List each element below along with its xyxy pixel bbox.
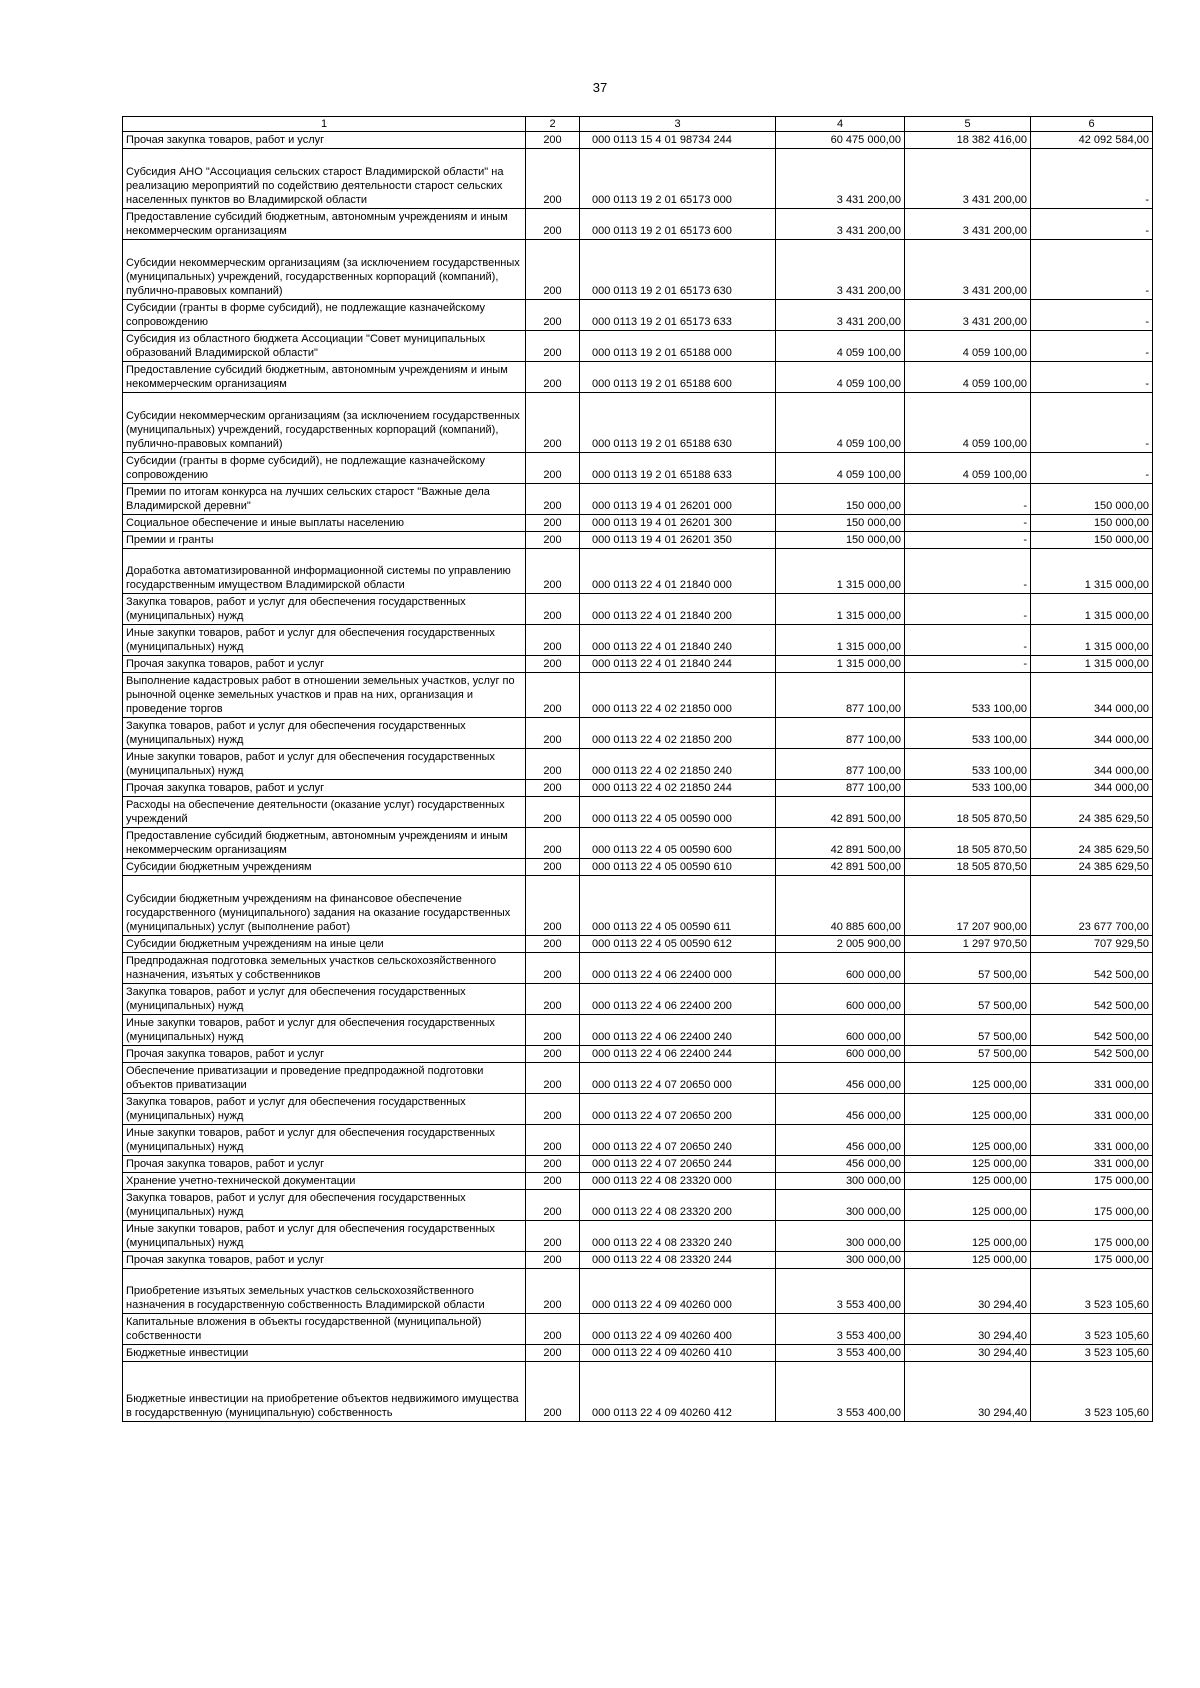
row-remaining-cell: 175 000,00	[1031, 1190, 1153, 1221]
row-approved-cell: 1 315 000,00	[776, 549, 905, 594]
row-name-cell: Предоставление субсидий бюджетным, автономным учреждениям и иным некоммерческим организациям	[123, 362, 526, 393]
row-budget-code-cell: 000 0113 15 4 01 98734 244	[580, 132, 776, 149]
row-admin-code-cell: 200	[526, 1269, 580, 1314]
row-remaining-cell: 1 315 000,00	[1031, 625, 1153, 656]
row-name-cell: Бюджетные инвестиции на приобретение объектов недвижимого имущества в государственную (муниципальную) собственность	[123, 1362, 526, 1422]
table-row	[123, 718, 1153, 749]
table-row	[123, 1015, 1153, 1046]
row-executed-cell: 125 000,00	[905, 1094, 1031, 1125]
row-name-cell: Обеспечение приватизации и проведение предпродажной подготовки объектов приватизации	[123, 1063, 526, 1094]
row-approved-cell: 300 000,00	[776, 1173, 905, 1190]
table-row	[123, 1190, 1153, 1221]
row-name-cell: Субсидия из областного бюджета Ассоциации "Совет муниципальных образований Владимирской области"	[123, 331, 526, 362]
row-executed-cell: 57 500,00	[905, 1046, 1031, 1063]
row-remaining-cell: 707 929,50	[1031, 936, 1153, 953]
row-remaining-cell: 23 677 700,00	[1031, 876, 1153, 936]
row-executed-cell: 533 100,00	[905, 749, 1031, 780]
row-approved-cell: 877 100,00	[776, 780, 905, 797]
row-name-cell: Предпродажная подготовка земельных участков сельскохозяйственного назначения, изъятых у собственников	[123, 953, 526, 984]
row-approved-cell: 1 315 000,00	[776, 625, 905, 656]
row-budget-code-cell: 000 0113 22 4 08 23320 244	[580, 1252, 776, 1269]
column-header: 6	[1031, 117, 1153, 132]
row-name-cell: Субсидии некоммерческим организациям (за исключением государственных (муниципальных) учреждений, государственных корпораций (компаний), публично-правовых компаний)	[123, 240, 526, 300]
row-remaining-cell: -	[1031, 300, 1153, 331]
row-executed-cell: 18 382 416,00	[905, 132, 1031, 149]
row-approved-cell: 877 100,00	[776, 749, 905, 780]
row-admin-code-cell: 200	[526, 984, 580, 1015]
row-budget-code-cell: 000 0113 22 4 02 21850 240	[580, 749, 776, 780]
row-name-cell: Закупка товаров, работ и услуг для обеспечения государственных (муниципальных) нужд	[123, 594, 526, 625]
row-budget-code-cell: 000 0113 19 4 01 26201 350	[580, 532, 776, 549]
row-executed-cell: -	[905, 656, 1031, 673]
row-executed-cell: 4 059 100,00	[905, 362, 1031, 393]
row-executed-cell: 125 000,00	[905, 1221, 1031, 1252]
row-name-cell: Прочая закупка товаров, работ и услуг	[123, 656, 526, 673]
row-approved-cell: 42 891 500,00	[776, 859, 905, 876]
row-admin-code-cell: 200	[526, 1125, 580, 1156]
row-name-cell: Премии по итогам конкурса на лучших сельских старост "Важные дела Владимирской деревни"	[123, 484, 526, 515]
row-name-cell: Доработка автоматизированной информационной системы по управлению государственным имуществом Владимирской области	[123, 549, 526, 594]
row-remaining-cell: 344 000,00	[1031, 780, 1153, 797]
row-executed-cell: 125 000,00	[905, 1063, 1031, 1094]
row-name-cell: Премии и гранты	[123, 532, 526, 549]
table-row	[123, 1156, 1153, 1173]
row-name-cell: Иные закупки товаров, работ и услуг для обеспечения государственных (муниципальных) нужд	[123, 625, 526, 656]
row-approved-cell: 456 000,00	[776, 1125, 905, 1156]
row-name-cell: Иные закупки товаров, работ и услуг для обеспечения государственных (муниципальных) нужд	[123, 749, 526, 780]
row-admin-code-cell: 200	[526, 1063, 580, 1094]
row-admin-code-cell: 200	[526, 859, 580, 876]
table-row	[123, 362, 1153, 393]
row-budget-code-cell: 000 0113 22 4 05 00590 612	[580, 936, 776, 953]
row-admin-code-cell: 200	[526, 1173, 580, 1190]
row-executed-cell: -	[905, 515, 1031, 532]
table-row	[123, 1252, 1153, 1269]
row-remaining-cell: 150 000,00	[1031, 515, 1153, 532]
row-admin-code-cell: 200	[526, 625, 580, 656]
table-row	[123, 876, 1153, 936]
table-row	[123, 828, 1153, 859]
row-executed-cell: 125 000,00	[905, 1156, 1031, 1173]
row-name-cell: Иные закупки товаров, работ и услуг для обеспечения государственных (муниципальных) нужд	[123, 1015, 526, 1046]
row-approved-cell: 300 000,00	[776, 1190, 905, 1221]
row-remaining-cell: 175 000,00	[1031, 1173, 1153, 1190]
table-row	[123, 1125, 1153, 1156]
table-row	[123, 1345, 1153, 1362]
row-budget-code-cell: 000 0113 22 4 02 21850 000	[580, 673, 776, 718]
row-executed-cell: 18 505 870,50	[905, 828, 1031, 859]
row-budget-code-cell: 000 0113 19 2 01 65173 630	[580, 240, 776, 300]
row-budget-code-cell: 000 0113 22 4 06 22400 200	[580, 984, 776, 1015]
row-budget-code-cell: 000 0113 22 4 08 23320 240	[580, 1221, 776, 1252]
row-admin-code-cell: 200	[526, 1156, 580, 1173]
row-remaining-cell: 1 315 000,00	[1031, 656, 1153, 673]
row-name-cell: Прочая закупка товаров, работ и услуг	[123, 780, 526, 797]
row-remaining-cell: 24 385 629,50	[1031, 797, 1153, 828]
row-admin-code-cell: 200	[526, 1221, 580, 1252]
row-approved-cell: 150 000,00	[776, 515, 905, 532]
table-row	[123, 132, 1153, 149]
row-remaining-cell: 542 500,00	[1031, 984, 1153, 1015]
row-approved-cell: 40 885 600,00	[776, 876, 905, 936]
row-executed-cell: 125 000,00	[905, 1125, 1031, 1156]
row-executed-cell: 4 059 100,00	[905, 393, 1031, 453]
row-budget-code-cell: 000 0113 19 2 01 65188 000	[580, 331, 776, 362]
table-row	[123, 484, 1153, 515]
row-remaining-cell: 331 000,00	[1031, 1094, 1153, 1125]
row-admin-code-cell: 200	[526, 656, 580, 673]
column-header: 1	[123, 117, 526, 132]
row-budget-code-cell: 000 0113 19 4 01 26201 300	[580, 515, 776, 532]
table-row	[123, 1269, 1153, 1314]
row-approved-cell: 1 315 000,00	[776, 594, 905, 625]
row-approved-cell: 3 553 400,00	[776, 1314, 905, 1345]
budget-table	[122, 116, 1153, 1422]
row-name-cell: Закупка товаров, работ и услуг для обеспечения государственных (муниципальных) нужд	[123, 1094, 526, 1125]
row-budget-code-cell: 000 0113 19 2 01 65188 630	[580, 393, 776, 453]
row-budget-code-cell: 000 0113 22 4 09 40260 400	[580, 1314, 776, 1345]
table-row	[123, 1063, 1153, 1094]
row-remaining-cell: 344 000,00	[1031, 673, 1153, 718]
row-approved-cell: 150 000,00	[776, 484, 905, 515]
row-admin-code-cell: 200	[526, 132, 580, 149]
row-approved-cell: 2 005 900,00	[776, 936, 905, 953]
row-approved-cell: 150 000,00	[776, 532, 905, 549]
table-row	[123, 1221, 1153, 1252]
row-executed-cell: 533 100,00	[905, 780, 1031, 797]
row-approved-cell: 4 059 100,00	[776, 362, 905, 393]
row-executed-cell: 1 297 970,50	[905, 936, 1031, 953]
row-budget-code-cell: 000 0113 22 4 07 20650 000	[580, 1063, 776, 1094]
row-name-cell: Выполнение кадастровых работ в отношении земельных участков, услуг по рыночной оценке земельных участков и прав на них, организация и проведение торгов	[123, 673, 526, 718]
row-approved-cell: 456 000,00	[776, 1094, 905, 1125]
row-budget-code-cell: 000 0113 19 2 01 65173 633	[580, 300, 776, 331]
table-row	[123, 673, 1153, 718]
row-budget-code-cell: 000 0113 22 4 05 00590 000	[580, 797, 776, 828]
row-executed-cell: -	[905, 594, 1031, 625]
table-row	[123, 532, 1153, 549]
row-remaining-cell: 1 315 000,00	[1031, 594, 1153, 625]
row-remaining-cell: -	[1031, 331, 1153, 362]
row-approved-cell: 877 100,00	[776, 673, 905, 718]
row-admin-code-cell: 200	[526, 1362, 580, 1422]
table-row	[123, 149, 1153, 209]
row-approved-cell: 3 431 200,00	[776, 240, 905, 300]
row-admin-code-cell: 200	[526, 393, 580, 453]
row-budget-code-cell: 000 0113 22 4 06 22400 000	[580, 953, 776, 984]
row-admin-code-cell: 200	[526, 828, 580, 859]
row-executed-cell: 533 100,00	[905, 673, 1031, 718]
row-budget-code-cell: 000 0113 22 4 02 21850 200	[580, 718, 776, 749]
row-executed-cell: 17 207 900,00	[905, 876, 1031, 936]
row-admin-code-cell: 200	[526, 515, 580, 532]
row-remaining-cell: 3 523 105,60	[1031, 1314, 1153, 1345]
row-remaining-cell: -	[1031, 453, 1153, 484]
row-approved-cell: 600 000,00	[776, 1046, 905, 1063]
row-executed-cell: 30 294,40	[905, 1269, 1031, 1314]
row-name-cell: Иные закупки товаров, работ и услуг для обеспечения государственных (муниципальных) нужд	[123, 1125, 526, 1156]
row-name-cell: Субсидии бюджетным учреждениям	[123, 859, 526, 876]
row-admin-code-cell: 200	[526, 362, 580, 393]
row-approved-cell: 4 059 100,00	[776, 453, 905, 484]
row-remaining-cell: 344 000,00	[1031, 749, 1153, 780]
row-admin-code-cell: 200	[526, 240, 580, 300]
column-header: 2	[526, 117, 580, 132]
row-budget-code-cell: 000 0113 22 4 08 23320 200	[580, 1190, 776, 1221]
table-row	[123, 625, 1153, 656]
row-budget-code-cell: 000 0113 19 2 01 65188 600	[580, 362, 776, 393]
row-remaining-cell: 42 092 584,00	[1031, 132, 1153, 149]
row-name-cell: Расходы на обеспечение деятельности (оказание услуг) государственных учреждений	[123, 797, 526, 828]
table-row	[123, 594, 1153, 625]
row-budget-code-cell: 000 0113 22 4 07 20650 240	[580, 1125, 776, 1156]
row-budget-code-cell: 000 0113 22 4 01 21840 200	[580, 594, 776, 625]
row-admin-code-cell: 200	[526, 1094, 580, 1125]
row-name-cell: Прочая закупка товаров, работ и услуг	[123, 1252, 526, 1269]
row-budget-code-cell: 000 0113 22 4 02 21850 244	[580, 780, 776, 797]
row-budget-code-cell: 000 0113 22 4 01 21840 244	[580, 656, 776, 673]
row-approved-cell: 456 000,00	[776, 1156, 905, 1173]
table-row	[123, 1173, 1153, 1190]
row-approved-cell: 300 000,00	[776, 1252, 905, 1269]
table-row	[123, 240, 1153, 300]
row-remaining-cell: 1 315 000,00	[1031, 549, 1153, 594]
row-remaining-cell: 175 000,00	[1031, 1252, 1153, 1269]
row-admin-code-cell: 200	[526, 549, 580, 594]
row-budget-code-cell: 000 0113 22 4 05 00590 610	[580, 859, 776, 876]
row-name-cell: Субсидии некоммерческим организациям (за исключением государственных (муниципальных) учреждений, государственных корпораций (компаний), публично-правовых компаний)	[123, 393, 526, 453]
row-approved-cell: 300 000,00	[776, 1221, 905, 1252]
row-budget-code-cell: 000 0113 22 4 07 20650 200	[580, 1094, 776, 1125]
row-admin-code-cell: 200	[526, 484, 580, 515]
row-remaining-cell: -	[1031, 240, 1153, 300]
row-admin-code-cell: 200	[526, 1252, 580, 1269]
row-admin-code-cell: 200	[526, 1345, 580, 1362]
row-budget-code-cell: 000 0113 22 4 07 20650 244	[580, 1156, 776, 1173]
row-name-cell: Иные закупки товаров, работ и услуг для обеспечения государственных (муниципальных) нужд	[123, 1221, 526, 1252]
table-row	[123, 936, 1153, 953]
table-row	[123, 300, 1153, 331]
row-remaining-cell: -	[1031, 393, 1153, 453]
row-budget-code-cell: 000 0113 22 4 09 40260 410	[580, 1345, 776, 1362]
row-executed-cell: 125 000,00	[905, 1173, 1031, 1190]
row-executed-cell: 3 431 200,00	[905, 240, 1031, 300]
row-budget-code-cell: 000 0113 22 4 01 21840 240	[580, 625, 776, 656]
table-row	[123, 780, 1153, 797]
row-remaining-cell: 150 000,00	[1031, 532, 1153, 549]
row-remaining-cell: 175 000,00	[1031, 1221, 1153, 1252]
row-admin-code-cell: 200	[526, 1015, 580, 1046]
row-approved-cell: 600 000,00	[776, 953, 905, 984]
table-row	[123, 984, 1153, 1015]
column-header: 5	[905, 117, 1031, 132]
row-admin-code-cell: 200	[526, 797, 580, 828]
column-number-row	[123, 117, 1153, 132]
row-name-cell: Субсидии бюджетным учреждениям на иные цели	[123, 936, 526, 953]
row-approved-cell: 3 553 400,00	[776, 1269, 905, 1314]
row-executed-cell: 57 500,00	[905, 953, 1031, 984]
row-name-cell: Субсидия АНО "Ассоциация сельских старост Владимирской области" на реализацию мероприятий по содействию деятельности старост сельских населенных пунктов во Владимирской области	[123, 149, 526, 209]
column-header: 3	[580, 117, 776, 132]
row-approved-cell: 600 000,00	[776, 1015, 905, 1046]
row-admin-code-cell: 200	[526, 1314, 580, 1345]
table-row	[123, 1094, 1153, 1125]
table-row	[123, 1046, 1153, 1063]
row-admin-code-cell: 200	[526, 209, 580, 240]
row-admin-code-cell: 200	[526, 300, 580, 331]
row-name-cell: Капитальные вложения в объекты государственной (муниципальной) собственности	[123, 1314, 526, 1345]
row-admin-code-cell: 200	[526, 149, 580, 209]
row-approved-cell: 3 431 200,00	[776, 149, 905, 209]
row-name-cell: Субсидии (гранты в форме субсидий), не подлежащие казначейскому сопровождению	[123, 300, 526, 331]
row-admin-code-cell: 200	[526, 876, 580, 936]
table-body	[123, 132, 1153, 1422]
row-budget-code-cell: 000 0113 19 2 01 65173 000	[580, 149, 776, 209]
row-approved-cell: 3 553 400,00	[776, 1362, 905, 1422]
row-admin-code-cell: 200	[526, 1190, 580, 1221]
table-row	[123, 1314, 1153, 1345]
row-remaining-cell: -	[1031, 149, 1153, 209]
row-budget-code-cell: 000 0113 22 4 05 00590 611	[580, 876, 776, 936]
row-name-cell: Социальное обеспечение и иные выплаты населению	[123, 515, 526, 532]
row-admin-code-cell: 200	[526, 532, 580, 549]
row-approved-cell: 600 000,00	[776, 984, 905, 1015]
row-approved-cell: 42 891 500,00	[776, 797, 905, 828]
row-executed-cell: 18 505 870,50	[905, 859, 1031, 876]
table-row	[123, 393, 1153, 453]
row-executed-cell: -	[905, 484, 1031, 515]
row-admin-code-cell: 200	[526, 594, 580, 625]
table-row	[123, 859, 1153, 876]
row-executed-cell: 30 294,40	[905, 1345, 1031, 1362]
row-remaining-cell: 24 385 629,50	[1031, 828, 1153, 859]
row-executed-cell: -	[905, 549, 1031, 594]
row-budget-code-cell: 000 0113 19 2 01 65188 633	[580, 453, 776, 484]
row-executed-cell: 4 059 100,00	[905, 331, 1031, 362]
row-budget-code-cell: 000 0113 22 4 06 22400 244	[580, 1046, 776, 1063]
row-budget-code-cell: 000 0113 22 4 01 21840 000	[580, 549, 776, 594]
row-remaining-cell: 542 500,00	[1031, 1046, 1153, 1063]
row-budget-code-cell: 000 0113 22 4 09 40260 000	[580, 1269, 776, 1314]
row-approved-cell: 877 100,00	[776, 718, 905, 749]
row-approved-cell: 1 315 000,00	[776, 656, 905, 673]
row-name-cell: Субсидии бюджетным учреждениям на финансовое обеспечение государственного (муниципального) задания на оказание государственных (муниципальных) услуг (выполнение работ)	[123, 876, 526, 936]
row-name-cell: Предоставление субсидий бюджетным, автономным учреждениям и иным некоммерческим организациям	[123, 209, 526, 240]
row-remaining-cell: 331 000,00	[1031, 1063, 1153, 1094]
row-approved-cell: 4 059 100,00	[776, 331, 905, 362]
row-admin-code-cell: 200	[526, 749, 580, 780]
row-budget-code-cell: 000 0113 22 4 05 00590 600	[580, 828, 776, 859]
row-remaining-cell: -	[1031, 209, 1153, 240]
row-remaining-cell: 331 000,00	[1031, 1156, 1153, 1173]
row-admin-code-cell: 200	[526, 953, 580, 984]
row-admin-code-cell: 200	[526, 718, 580, 749]
row-executed-cell: 125 000,00	[905, 1252, 1031, 1269]
table-row	[123, 953, 1153, 984]
row-name-cell: Предоставление субсидий бюджетным, автономным учреждениям и иным некоммерческим организациям	[123, 828, 526, 859]
row-approved-cell: 456 000,00	[776, 1063, 905, 1094]
row-approved-cell: 42 891 500,00	[776, 828, 905, 859]
row-remaining-cell: 542 500,00	[1031, 953, 1153, 984]
row-approved-cell: 3 553 400,00	[776, 1345, 905, 1362]
row-name-cell: Прочая закупка товаров, работ и услуг	[123, 1046, 526, 1063]
row-executed-cell: 533 100,00	[905, 718, 1031, 749]
row-executed-cell: 3 431 200,00	[905, 209, 1031, 240]
table-row	[123, 749, 1153, 780]
table-row	[123, 515, 1153, 532]
table-row	[123, 453, 1153, 484]
table-row	[123, 209, 1153, 240]
row-remaining-cell: 3 523 105,60	[1031, 1269, 1153, 1314]
row-executed-cell: 57 500,00	[905, 1015, 1031, 1046]
row-name-cell: Закупка товаров, работ и услуг для обеспечения государственных (муниципальных) нужд	[123, 718, 526, 749]
row-remaining-cell: -	[1031, 362, 1153, 393]
row-executed-cell: 4 059 100,00	[905, 453, 1031, 484]
row-budget-code-cell: 000 0113 22 4 06 22400 240	[580, 1015, 776, 1046]
row-name-cell: Приобретение изъятых земельных участков сельскохозяйственного назначения в государственную собственность Владимирской области	[123, 1269, 526, 1314]
row-approved-cell: 60 475 000,00	[776, 132, 905, 149]
table-row	[123, 1362, 1153, 1422]
row-budget-code-cell: 000 0113 19 4 01 26201 000	[580, 484, 776, 515]
row-executed-cell: 125 000,00	[905, 1190, 1031, 1221]
row-remaining-cell: 344 000,00	[1031, 718, 1153, 749]
row-admin-code-cell: 200	[526, 1046, 580, 1063]
row-admin-code-cell: 200	[526, 780, 580, 797]
row-approved-cell: 3 431 200,00	[776, 209, 905, 240]
row-remaining-cell: 24 385 629,50	[1031, 859, 1153, 876]
column-header: 4	[776, 117, 905, 132]
row-remaining-cell: 150 000,00	[1031, 484, 1153, 515]
row-name-cell: Бюджетные инвестиции	[123, 1345, 526, 1362]
row-executed-cell: -	[905, 625, 1031, 656]
row-executed-cell: 30 294,40	[905, 1314, 1031, 1345]
row-approved-cell: 3 431 200,00	[776, 300, 905, 331]
row-executed-cell: 30 294,40	[905, 1362, 1031, 1422]
row-remaining-cell: 331 000,00	[1031, 1125, 1153, 1156]
row-budget-code-cell: 000 0113 19 2 01 65173 600	[580, 209, 776, 240]
row-approved-cell: 4 059 100,00	[776, 393, 905, 453]
row-executed-cell: 3 431 200,00	[905, 149, 1031, 209]
row-executed-cell: 3 431 200,00	[905, 300, 1031, 331]
row-executed-cell: 18 505 870,50	[905, 797, 1031, 828]
row-remaining-cell: 3 523 105,60	[1031, 1362, 1153, 1422]
row-remaining-cell: 542 500,00	[1031, 1015, 1153, 1046]
row-name-cell: Закупка товаров, работ и услуг для обеспечения государственных (муниципальных) нужд	[123, 984, 526, 1015]
row-executed-cell: 57 500,00	[905, 984, 1031, 1015]
row-name-cell: Хранение учетно-технической документации	[123, 1173, 526, 1190]
table-row	[123, 331, 1153, 362]
row-name-cell: Закупка товаров, работ и услуг для обеспечения государственных (муниципальных) нужд	[123, 1190, 526, 1221]
table-row	[123, 656, 1153, 673]
row-budget-code-cell: 000 0113 22 4 08 23320 000	[580, 1173, 776, 1190]
row-admin-code-cell: 200	[526, 673, 580, 718]
row-name-cell: Прочая закупка товаров, работ и услуг	[123, 132, 526, 149]
row-name-cell: Субсидии (гранты в форме субсидий), не подлежащие казначейскому сопровождению	[123, 453, 526, 484]
page-number: 37	[592, 80, 608, 95]
row-admin-code-cell: 200	[526, 936, 580, 953]
row-admin-code-cell: 200	[526, 453, 580, 484]
table-row	[123, 797, 1153, 828]
table-row	[123, 549, 1153, 594]
row-name-cell: Прочая закупка товаров, работ и услуг	[123, 1156, 526, 1173]
row-budget-code-cell: 000 0113 22 4 09 40260 412	[580, 1362, 776, 1422]
row-executed-cell: -	[905, 532, 1031, 549]
row-remaining-cell: 3 523 105,60	[1031, 1345, 1153, 1362]
row-admin-code-cell: 200	[526, 331, 580, 362]
